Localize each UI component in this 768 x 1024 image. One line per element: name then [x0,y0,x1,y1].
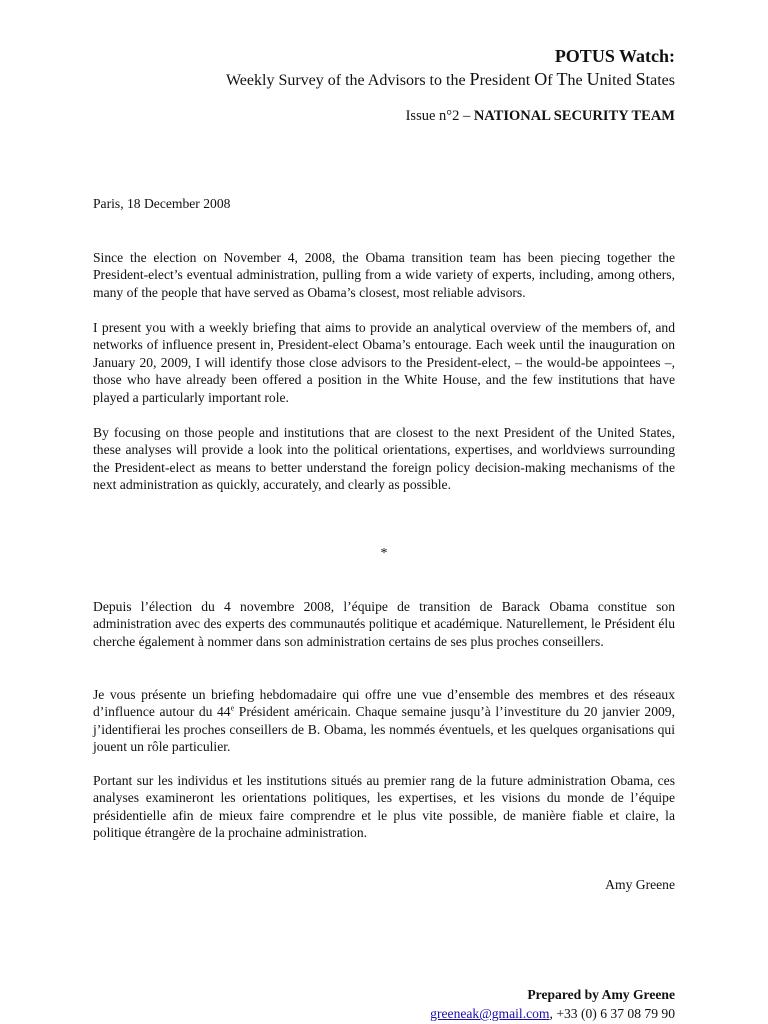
newsletter-subtitle: Weekly Survey of the Advisors to the President Of The United States [225,69,675,89]
section-separator: * [380,546,388,561]
issue-line [406,108,675,125]
phone-number: , +33 (0) 6 37 08 79 90 [549,1006,675,1021]
dateline: Paris, 18 December 2008 [93,196,231,211]
paragraph-en-1: Since the election on November 4, 2008, the Obama transition team has been piecing together the President-elect’s eventual administration, pulling from a wide variety of experts, including, among others, many of the people that have served as Obama’s closest, most reliable advisors. [93,250,675,300]
email-link[interactable]: greeneak@gmail.com [430,1006,550,1021]
issue-topic: NATIONAL SECURITY TEAM [473,108,675,124]
contact-line [430,1006,675,1022]
paragraph-en-2: I present you with a weekly briefing that aims to provide an analytical overview of the members of, and networks of influence present in, President-elect Obama’s entourage. Each week until the inauguration on January 20, 2009, I will identify those close advisors to the President-elect, – the would-be appointees –, those who have already been offered a position in the White House, and the few institutions that have played a particularly important role. [93,320,675,405]
newsletter-title: POTUS Watch: [554,46,675,66]
paragraph-fr-2: Je vous présente un briefing hebdomadaire qui offre une vue d’ensemble des membres et des réseaux d’influence autour du 44e Président américain. Chaque semaine jusqu’à l’investiture du 20 janvier 2009, j’identifierai les proches conseillers de B. Obama, les nommés éventuels, et les quelques organisations qui jouent un rôle particulier. [93,687,675,755]
paragraph-fr-3: Portant sur les individus et les institutions situés au premier rang de la future administration Obama, ces analyses examineront les orientations politiques, les expertises, et les visions du monde de l’équipe présidentielle afin de mieux faire comprendre et le plus vite possible, de manière fiable et claire, la politique étrangère de la prochaine administration. [93,773,675,841]
issue-number: Issue n°2 – [405,108,474,124]
signature: Amy Greene [605,877,675,892]
prepared-by: Prepared by Amy Greene [527,987,675,1002]
paragraph-fr-1: Depuis l’élection du 4 novembre 2008, l’équipe de transition de Barack Obama constitue son administration avec des experts des communautés politique et académique. Naturellement, le Président élu cherche également à nommer dans son administration certains de ses plus proches conseillers. [93,599,675,649]
paragraph-en-3: By focusing on those people and institutions that are closest to the next President of the United States, these analyses will provide a look into the political orientations, expertises, and worldviews surrounding the President-elect as means to better understand the foreign policy decision-making mechanisms of the next administration as quickly, accurately, and clearly as possible. [93,425,675,493]
